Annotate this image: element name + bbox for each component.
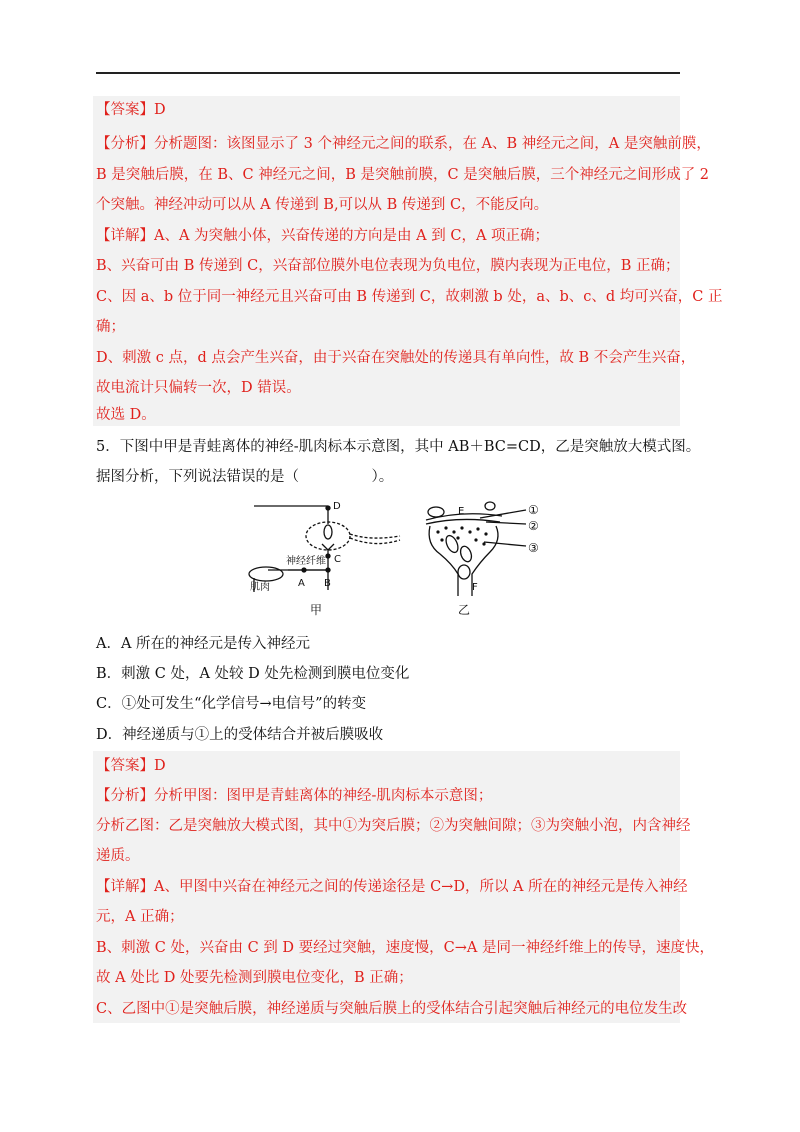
- caption-yi: 乙: [458, 603, 471, 617]
- q5-stem-line: 据图分析，下列说法错误的是（ ）。: [96, 469, 394, 485]
- q4-detail-line: 故电流计只偏转一次，D 错误。: [96, 380, 301, 396]
- q4-detail-line: 【详解】A、A 为突触小体，兴奋传递的方向是由 A 到 C，A 项正确；: [96, 228, 550, 244]
- q4-analysis-line: 【分析】分析题图：该图显示了 3 个神经元之间的联系，在 A、B 神经元之间，A 是突触前膜，: [96, 136, 711, 152]
- q5-analysis-line: 分析乙图：乙是突触放大模式图，其中①为突后膜；②为突触间隙；③为突触小泡，内含神经: [96, 818, 691, 834]
- q5-detail-line: 【详解】A、甲图中兴奋在神经元之间的传递途径是 C→D，所以 A 所在的神经元是传入神经: [96, 879, 688, 895]
- q5-option-a: A．A 所在的神经元是传入神经元: [96, 636, 311, 652]
- q4-answer: 【答案】D: [96, 102, 166, 118]
- q4-detail-line: B、兴奋可由 B 传递到 C，兴奋部位膜外电位表现为负电位，膜内表现为正电位，B 正确；: [96, 258, 680, 274]
- q5-option-b: B．刺激 C 处，A 处较 D 处先检测到膜电位变化: [96, 666, 410, 682]
- q5-detail-line: 故 A 处比 D 处要先检测到膜电位变化，B 正确；: [96, 970, 413, 986]
- q4-detail-line: 确；: [96, 319, 125, 335]
- q5-detail-line: B、刺激 C 处，兴奋由 C 到 D 要经过突触，速度慢，C→A 是同一神经纤维上的传导，速度快，: [96, 940, 714, 956]
- label-a: A: [298, 578, 305, 589]
- q4-detail-line: D、刺激 c 点，d 点会产生兴奋，由于兴奋在突触处的传递具有单向性，故 B 不会产生兴奋，: [96, 350, 696, 366]
- q5-answer: 【答案】D: [96, 758, 166, 774]
- label-1: ①: [528, 503, 539, 517]
- label-b: B: [324, 578, 331, 589]
- q5-option-d: D．神经递质与①上的受体结合并被后膜吸收: [96, 727, 384, 743]
- caption-jia: 甲: [310, 603, 323, 617]
- label-f: F: [472, 582, 478, 593]
- label-fiber: 神经纤维: [286, 556, 326, 567]
- q4-detail-line: 故选 D。: [96, 407, 156, 423]
- q4-detail-line: C、因 a、b 位于同一神经元且兴奋可由 B 传递到 C，故刺激 b 处，a、b、c、d 均可兴奋，C 正: [96, 289, 723, 305]
- label-2: ②: [528, 519, 539, 533]
- q5-analysis-line: 递质。: [96, 848, 140, 864]
- label-e: E: [458, 506, 465, 517]
- header-rule: [96, 72, 680, 74]
- q5-analysis-line: 【分析】分析甲图：图甲是青蛙离体的神经-肌肉标本示意图；: [96, 788, 493, 804]
- label-muscle: 肌肉: [250, 582, 270, 593]
- q5-stem-line: 5．下图中甲是青蛙离体的神经-肌肉标本示意图，其中 AB＋BC=CD，乙是突触放大模式图。: [96, 439, 701, 455]
- q4-analysis-line: 个突触。神经冲动可以从 A 传递到 B,可以从 B 传递到 C，不能反向。: [96, 197, 549, 213]
- label-3: ③: [528, 541, 539, 555]
- vesicle-dots: [436, 526, 487, 545]
- label-d: D: [333, 501, 341, 512]
- q5-option-c: C．①处可发生“化学信号→电信号”的转变: [96, 696, 367, 712]
- q5-detail-line: 元，A 正确；: [96, 909, 184, 925]
- q5-detail-line: C、乙图中①是突触后膜，神经递质与突触后膜上的受体结合引起突触后神经元的电位发生改: [96, 1001, 688, 1017]
- label-c: C: [334, 554, 341, 565]
- q4-analysis-line: B 是突触后膜，在 B、C 神经元之间，B 是突触前膜，C 是突触后膜，三个神经元之间形成了 2: [96, 167, 710, 183]
- neuro-figure: [240, 496, 570, 620]
